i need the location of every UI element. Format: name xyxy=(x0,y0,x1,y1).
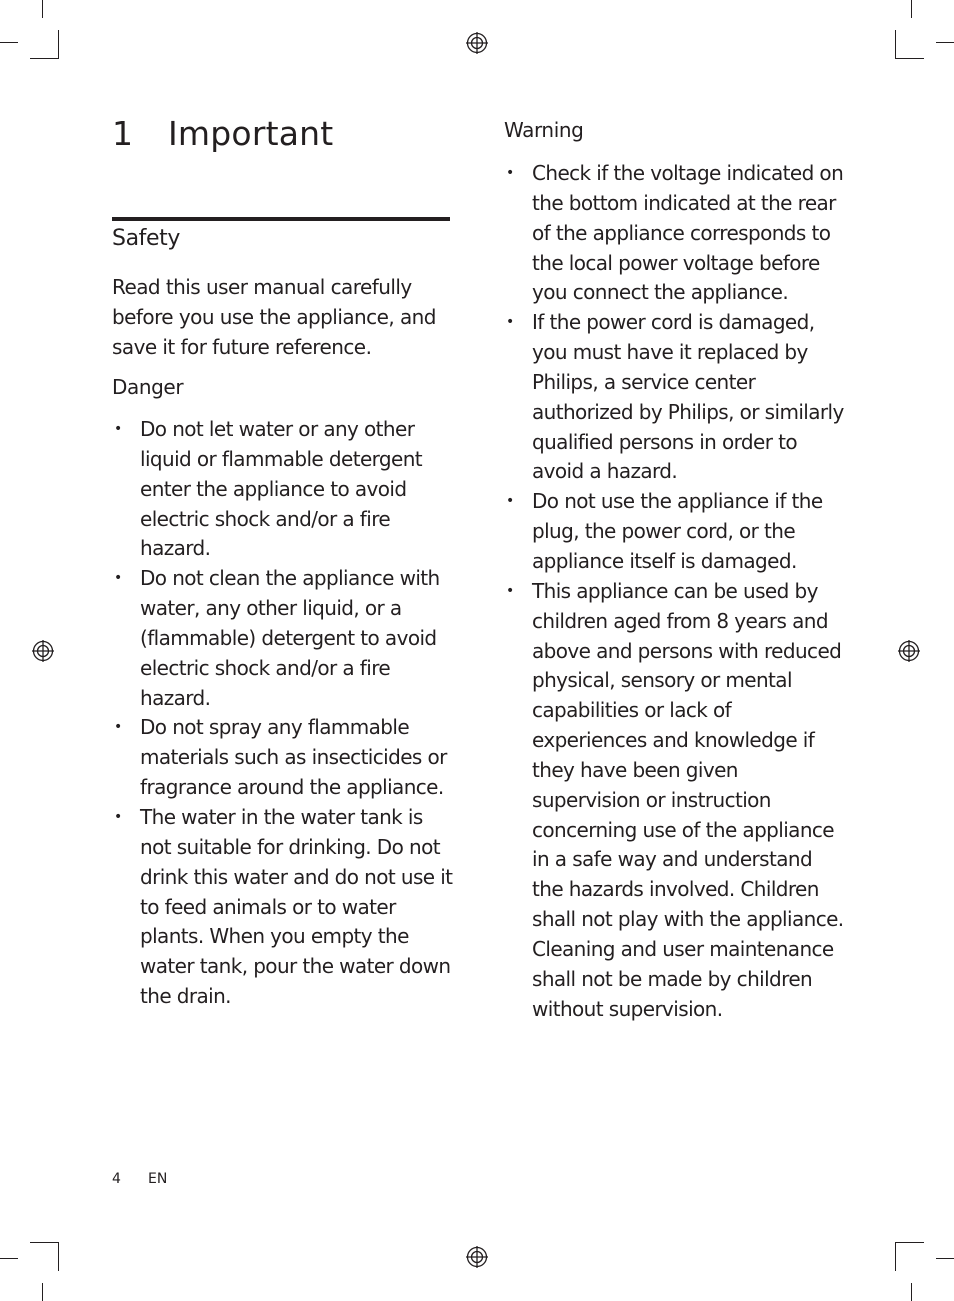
registration-mark-icon xyxy=(466,1246,488,1268)
danger-list xyxy=(112,415,454,1012)
list-item xyxy=(112,564,454,713)
crop-mark xyxy=(42,1283,43,1301)
registration-mark-icon xyxy=(466,32,488,54)
list-item xyxy=(112,415,454,564)
crop-mark xyxy=(911,1283,912,1301)
list-item xyxy=(504,577,846,1025)
list-item-text: Do not let water or any other liquid or flammable detergent enter the appliance to avoid electric shock and/or a fire hazard. xyxy=(140,417,423,561)
crop-mark xyxy=(58,1242,59,1271)
crop-mark xyxy=(42,0,43,18)
crop-mark xyxy=(895,58,924,59)
list-item xyxy=(112,803,454,1012)
safety-heading: Safety xyxy=(112,226,180,251)
language-code: EN xyxy=(148,1171,168,1187)
bullet-icon: • xyxy=(114,570,122,587)
safety-intro: Read this user manual carefully before you use the appliance, and save it for future reference. xyxy=(112,275,436,359)
bullet-icon: • xyxy=(506,493,514,510)
list-item-text: The water in the water tank is not suitable for drinking. Do not drink this water and do not use it to feed animals or to water plants. When you empty the water tank, pour the water down the drain. xyxy=(140,804,453,1009)
crop-mark xyxy=(30,1242,59,1243)
page-number: 4 xyxy=(112,1171,121,1187)
crop-mark xyxy=(911,0,912,18)
danger-heading: Danger xyxy=(112,375,184,399)
list-item xyxy=(504,487,846,577)
list-item xyxy=(504,308,846,487)
crop-mark xyxy=(895,1242,896,1271)
crop-mark xyxy=(0,42,18,43)
list-item xyxy=(112,713,454,803)
crop-mark xyxy=(30,58,59,59)
bullet-icon: • xyxy=(506,582,514,599)
bullet-icon: • xyxy=(114,808,122,825)
warning-list xyxy=(504,159,846,1024)
crop-mark xyxy=(58,30,59,59)
bullet-icon: • xyxy=(114,719,122,736)
warning-heading: Warning xyxy=(504,118,584,142)
chapter-heading xyxy=(112,114,333,153)
crop-mark xyxy=(936,1258,954,1259)
crop-mark xyxy=(895,1242,924,1243)
section-rule xyxy=(112,217,450,221)
crop-mark xyxy=(936,42,954,43)
bullet-icon: • xyxy=(506,314,514,331)
crop-mark xyxy=(895,30,896,59)
registration-mark-icon xyxy=(898,640,920,662)
list-item xyxy=(504,159,846,308)
list-item-text: Do not use the appliance if the plug, the power cord, or the appliance itself is damaged. xyxy=(532,489,823,573)
list-item-text: If the power cord is damaged, you must have it replaced by Philips, a service center authorized by Philips, or similarly qualified persons in order to avoid a hazard. xyxy=(532,310,844,484)
crop-mark xyxy=(0,1258,18,1259)
list-item-text: Do not spray any flammable materials such as insecticides or fragrance around the appliance. xyxy=(140,715,447,800)
chapter-title: Important xyxy=(168,114,334,153)
bullet-icon: • xyxy=(506,165,514,181)
list-item-text: This appliance can be used by children aged from 8 years and above and persons with reduced physical, sensory or mental capabilities or lack of experiences and knowledge if they have been given supervision or instruction concerning use of the appliance in a safe way and understand the hazards involved. Children shall not play with the appliance. Cleaning and user maintenance shall not be made by children without supervision. xyxy=(532,578,844,1021)
registration-mark-icon xyxy=(32,640,54,662)
list-item-text: Check if the voltage indicated on the bottom indicated at the rear of the appliance corresponds to the local power voltage before you connect the appliance. xyxy=(532,161,844,305)
chapter-number: 1 xyxy=(112,114,134,153)
list-item-text: Do not clean the appliance with water, any other liquid, or a (flammable) detergent to avoid electric shock and/or a fire hazard. xyxy=(140,566,440,710)
bullet-icon: • xyxy=(114,421,122,437)
